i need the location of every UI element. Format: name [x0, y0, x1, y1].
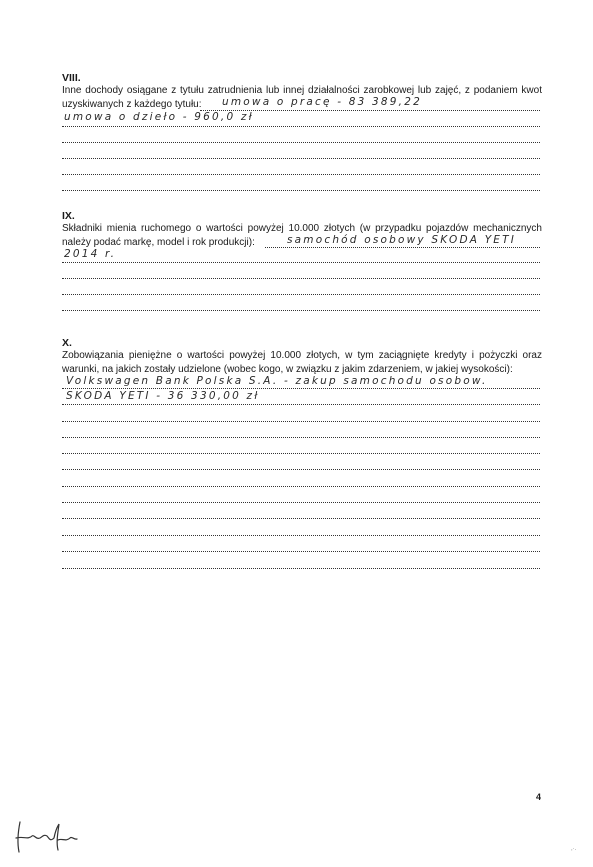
handwritten-entry: SKODA YETI - 36 330,00 zł	[66, 390, 260, 402]
section-number: IX.	[62, 210, 75, 222]
dotted-line	[62, 469, 540, 470]
dotted-line	[62, 142, 540, 143]
dotted-line	[62, 310, 540, 311]
dotted-line	[62, 518, 540, 519]
section-text: Inne dochody osiągane z tytułu zatrudnienia lub innej działalności zarobkowej lub zajęć, z podaniem kwot uzyskiwanych z każdego tytułu:	[62, 85, 542, 110]
handwritten-entry: umowa o dzieło - 960,0 zł	[64, 111, 254, 123]
section-x	[62, 337, 542, 376]
dotted-line	[62, 174, 540, 175]
dotted-line	[62, 262, 540, 263]
dotted-line	[62, 404, 540, 405]
dotted-line	[62, 158, 540, 159]
section-text: Zobowiązania pieniężne o wartości powyżej 10.000 złotych, w tym zaciągnięte kredyty i pożyczki oraz warunki, na jakich zostały udzielone (wobec kogo, w związku z jakim zdarzeniem, w jakiej wysokości):	[62, 350, 542, 375]
dotted-line	[62, 190, 540, 191]
section-number: X.	[62, 337, 72, 349]
handwritten-entry: umowa o pracę - 83 389,22	[222, 96, 422, 108]
dotted-line	[62, 421, 540, 422]
handwritten-entry: 2014 r.	[64, 248, 117, 260]
dotted-line	[62, 551, 540, 552]
dotted-line	[62, 388, 540, 389]
dotted-line	[62, 294, 540, 295]
corner-mark: ,·.	[571, 846, 577, 852]
handwritten-entry: Volkswagen Bank Polska S.A. - zakup samochodu osobow.	[66, 375, 488, 387]
dotted-line	[62, 486, 540, 487]
dotted-line	[62, 535, 540, 536]
dotted-line	[62, 568, 540, 569]
section-text: Składniki mienia ruchomego o wartości powyżej 10.000 złotych (w przypadku pojazdów mechanicznych należy podać markę, model i rok produkcji):	[62, 223, 542, 248]
dotted-line	[62, 502, 540, 503]
dotted-line	[62, 278, 540, 279]
handwritten-entry: samochód osobowy SKODA YETI	[287, 234, 517, 246]
dotted-line	[62, 437, 540, 438]
dotted-line	[62, 453, 540, 454]
page-number: 4	[536, 792, 542, 802]
signature-image	[14, 818, 84, 858]
dotted-line	[62, 126, 540, 127]
section-number: VIII.	[62, 72, 81, 84]
dotted-line	[265, 247, 540, 248]
